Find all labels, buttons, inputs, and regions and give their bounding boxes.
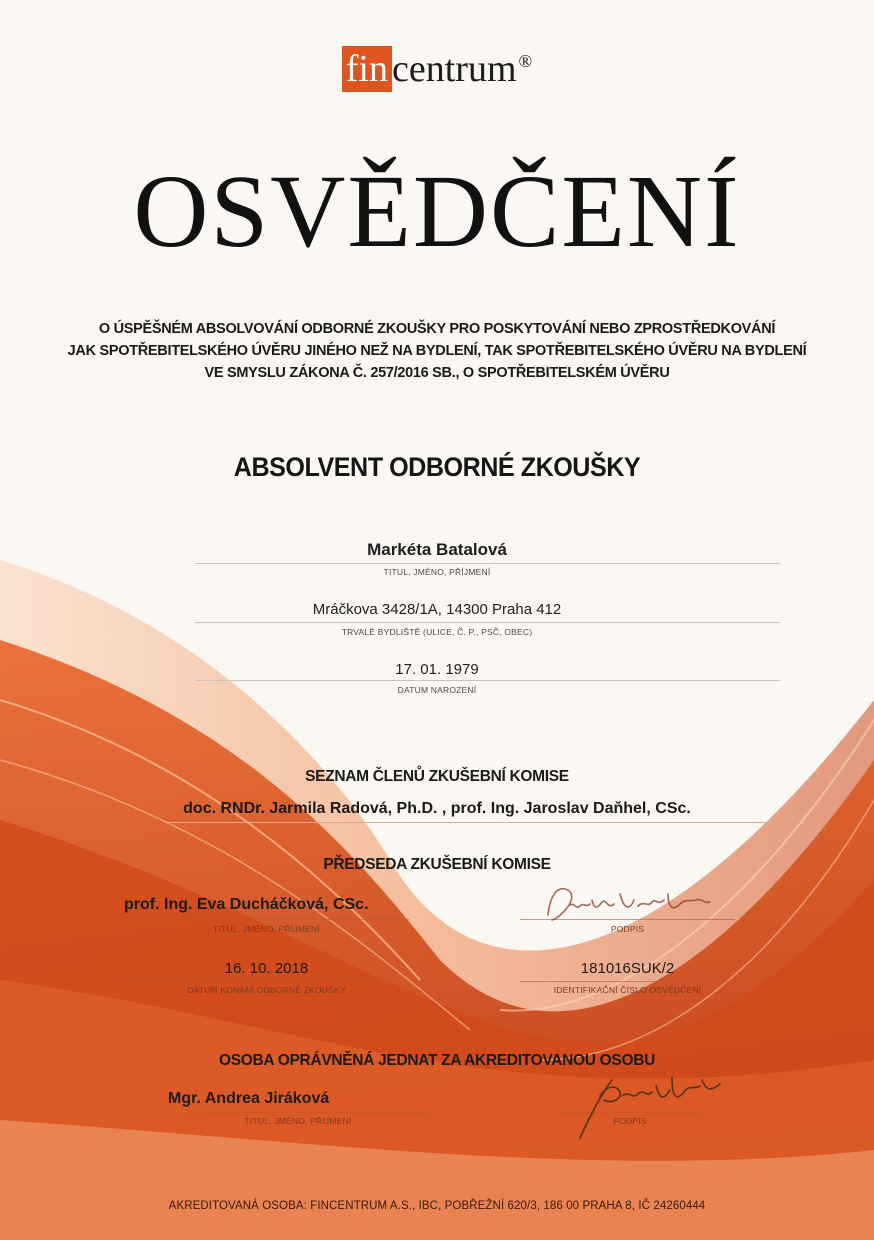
fincentrum-logo [0,44,874,94]
logo-fin: fin [342,46,392,92]
subtitle-line: JAK SPOTŘEBITELSKÉHO ÚVĚRU JINÉHO NEŽ NA BYDLENÍ, TAK SPOTŘEBITELSKÉHO ÚVĚRU NA BYDLENÍ [67,343,807,359]
divider [165,822,780,823]
authorized-signature-label: PODPIS [613,1116,647,1126]
divider [124,981,409,982]
subtitle-line: VE SMYSLU ZÁKONA Č. 257/2016 SB., O SPOTŘEBITELSKÉM ÚVĚRU [204,365,670,381]
certificate-title: OSVĚDČENÍ [133,154,741,269]
chair-signature-label: PODPIS [610,924,645,934]
logo-centrum: centrum [392,48,517,90]
authorized-name-label: TITUL, JMÉNO, PŘÍJMENÍ [244,1116,352,1126]
graduate-address: Mráčkova 3428/1A, 14300 Praha 412 [312,601,562,618]
exam-date-label: DATUM KONÁNÍ ODBORNÉ ZKOUŠKY [187,985,346,995]
subtitle-line: O ÚSPĚŠNÉM ABSOLVOVÁNÍ ODBORNÉ ZKOUŠKY PRO POSKYTOVÁNÍ NEBO ZPROSTŘEDKOVÁNÍ [98,321,776,337]
chair-name-label: TITUL, JMÉNO, PŘÍJMENÍ [213,924,320,934]
registered-mark: ® [518,51,533,71]
graduate-heading: ABSOLVENT ODBORNÉ ZKOUŠKY [233,452,641,482]
commission-members: doc. RNDr. Jarmila Radová, Ph.D. , prof. Ing. Jaroslav Daňhel, CSc. [183,800,691,817]
chair-signature [540,880,720,930]
chair-heading: PŘEDSEDA ZKUŠEBNÍ KOMISE [323,856,551,873]
commission-heading: SEZNAM ČLENŮ ZKUŠEBNÍ KOMISE [305,768,569,785]
graduate-address-label: TRVALÉ BYDLIŠTĚ (ULICE, Č. P., PSČ, OBEC) [341,627,533,637]
authorized-name: Mgr. Andrea Jiráková [168,1090,330,1107]
chair-name: prof. Ing. Eva Ducháčková, CSc. [124,896,369,913]
graduate-name: Markéta Batalová [367,540,507,559]
divider [520,981,735,982]
divider [124,919,409,920]
certificate-id-label: IDENTIFIKAČNÍ ČÍSLO OSVĚDČENÍ [553,985,702,995]
graduate-name-label: TITUL, JMÉNO, PŘÍJMENÍ [383,567,491,577]
graduate-birth-date: 17. 01. 1979 [395,661,479,678]
certificate-id: 181016SUK/2 [580,960,675,977]
authorized-heading: OSOBA OPRÁVNĚNÁ JEDNAT ZA AKREDITOVANOU OSOBU [218,1052,656,1069]
exam-date: 16. 10. 2018 [224,960,309,977]
divider [195,680,780,681]
accredited-footer: AKREDITOVANÁ OSOBA: FINCENTRUM A.S., IBC, POBŘEŽNÍ 620/3, 186 00 PRAHA 8, IČ 24260444 [168,1200,706,1212]
certificate-subtitle [0,318,874,384]
divider [195,563,780,564]
divider [168,1112,428,1113]
divider [195,622,780,623]
authorized-signature [560,1066,730,1146]
graduate-birth-label: DATUM NAROZENÍ [397,685,477,695]
